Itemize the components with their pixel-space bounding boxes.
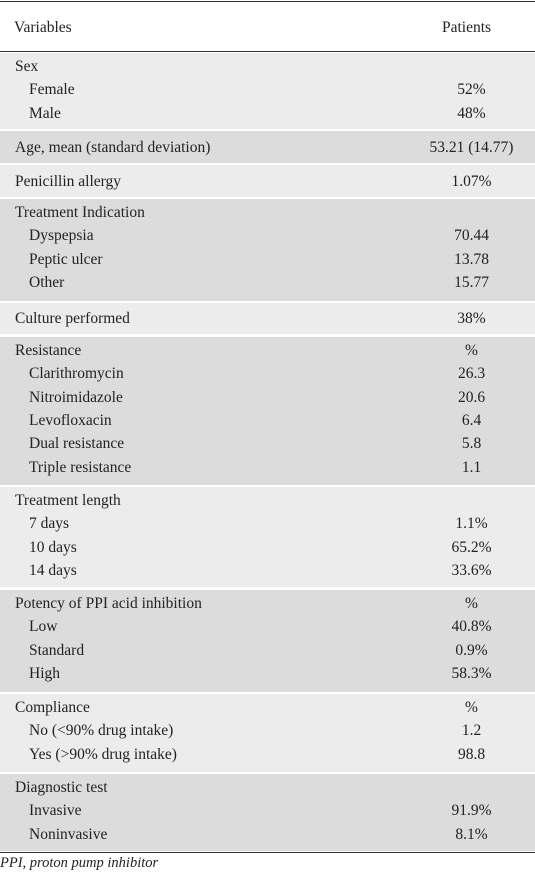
row-value: 1.1% (455, 515, 488, 532)
table-row (0, 386, 535, 409)
table-row (0, 719, 535, 742)
group-title-row (0, 201, 535, 224)
group-title: Resistance (15, 342, 82, 359)
row-value: 52% (457, 81, 486, 98)
group-block (0, 131, 535, 163)
group-title-value: 53.21 (14.77) (429, 139, 514, 156)
table-row (0, 409, 535, 432)
row-value: 91.9% (451, 802, 492, 819)
row-label: 14 days (29, 562, 77, 579)
row-value: 70.44 (454, 227, 489, 244)
group-title: Age, mean (standard deviation) (15, 139, 211, 156)
row-value: 13.78 (454, 251, 489, 268)
group-title: Penicillin allergy (15, 173, 122, 190)
group-title: Culture performed (15, 310, 130, 327)
group-title: Treatment length (15, 492, 121, 509)
group-title: Sex (15, 58, 39, 75)
group-block (0, 165, 535, 197)
table-row (0, 456, 535, 479)
group-title: Potency of PPI acid inhibition (15, 595, 202, 612)
table-row (0, 536, 535, 559)
row-label: Dyspepsia (29, 227, 94, 244)
row-value: 33.6% (451, 562, 492, 579)
row-label: Levofloxacin (29, 412, 112, 429)
row-value: 40.8% (451, 618, 492, 635)
row-label: Invasive (29, 802, 82, 819)
row-label: Noninvasive (29, 826, 108, 843)
group-block (0, 53, 535, 129)
group-title-value: 38% (457, 310, 486, 327)
group-title-value: % (465, 342, 478, 359)
group-title: Treatment Indication (15, 204, 145, 221)
table-row (0, 799, 535, 822)
row-value: 0.9% (455, 642, 488, 659)
group-title-row (0, 170, 535, 193)
row-label: Standard (29, 642, 85, 659)
group-title-value: % (465, 699, 478, 716)
row-label: Dual resistance (29, 435, 125, 452)
group-title: Compliance (15, 699, 90, 716)
group-block (0, 199, 535, 301)
row-label: Triple resistance (29, 459, 132, 476)
table-row (0, 248, 535, 271)
group-title-row (0, 592, 535, 615)
row-label: No (<90% drug intake) (29, 722, 174, 739)
table-row (0, 78, 535, 101)
row-label: Clarithromycin (29, 365, 124, 382)
header-patients: Patients (442, 19, 492, 36)
row-value: 1.1 (461, 459, 482, 476)
group-title-row (0, 489, 535, 512)
table-row (0, 512, 535, 535)
row-value: 20.6 (457, 389, 486, 406)
table-row (0, 823, 535, 846)
row-label: Peptic ulcer (29, 251, 103, 268)
group-title-row (0, 136, 535, 159)
row-value: 65.2% (451, 539, 492, 556)
row-value: 5.8 (461, 435, 482, 452)
group-title: Diagnostic test (15, 779, 108, 796)
row-label: 10 days (29, 539, 77, 556)
row-label: Low (29, 618, 58, 635)
header-rule (0, 51, 535, 52)
row-value: 98.8 (457, 746, 486, 763)
table-row (0, 102, 535, 125)
row-label: High (29, 665, 60, 682)
table-row (0, 662, 535, 685)
table-row (0, 271, 535, 294)
group-title-value: 1.07% (451, 173, 492, 190)
group-title-row (0, 339, 535, 362)
row-label: Other (29, 274, 65, 291)
row-value: 1.2 (461, 722, 482, 739)
group-block (0, 303, 535, 334)
row-label: Male (29, 105, 61, 122)
row-value: 26.3 (457, 365, 486, 382)
row-value: 8.1% (455, 826, 488, 843)
row-label: Female (29, 81, 75, 98)
row-value: 6.4 (461, 412, 482, 429)
row-label: 7 days (29, 515, 70, 532)
table-row (0, 224, 535, 247)
group-title-row (0, 776, 535, 799)
row-value: 58.3% (451, 665, 492, 682)
group-title-row (0, 55, 535, 78)
row-value: 15.77 (454, 274, 489, 291)
table-footnote: PPI, proton pump inhibitor (0, 855, 159, 871)
group-block (0, 694, 535, 772)
table-row (0, 743, 535, 766)
table-row (0, 432, 535, 455)
group-title-value: % (465, 595, 478, 612)
row-label: Yes (>90% drug intake) (29, 746, 177, 763)
table-row (0, 559, 535, 582)
table-row (0, 639, 535, 662)
table-row (0, 362, 535, 385)
row-value: 48% (457, 105, 486, 122)
group-title-row (0, 696, 535, 719)
table-row (0, 615, 535, 638)
group-block (0, 487, 535, 587)
group-title-row (0, 307, 535, 330)
table-header (0, 2, 535, 51)
group-block (0, 337, 535, 485)
header-variables: Variables (14, 19, 72, 36)
group-block (0, 590, 535, 692)
group-block (0, 774, 535, 851)
row-label: Nitroimidazole (29, 389, 123, 406)
